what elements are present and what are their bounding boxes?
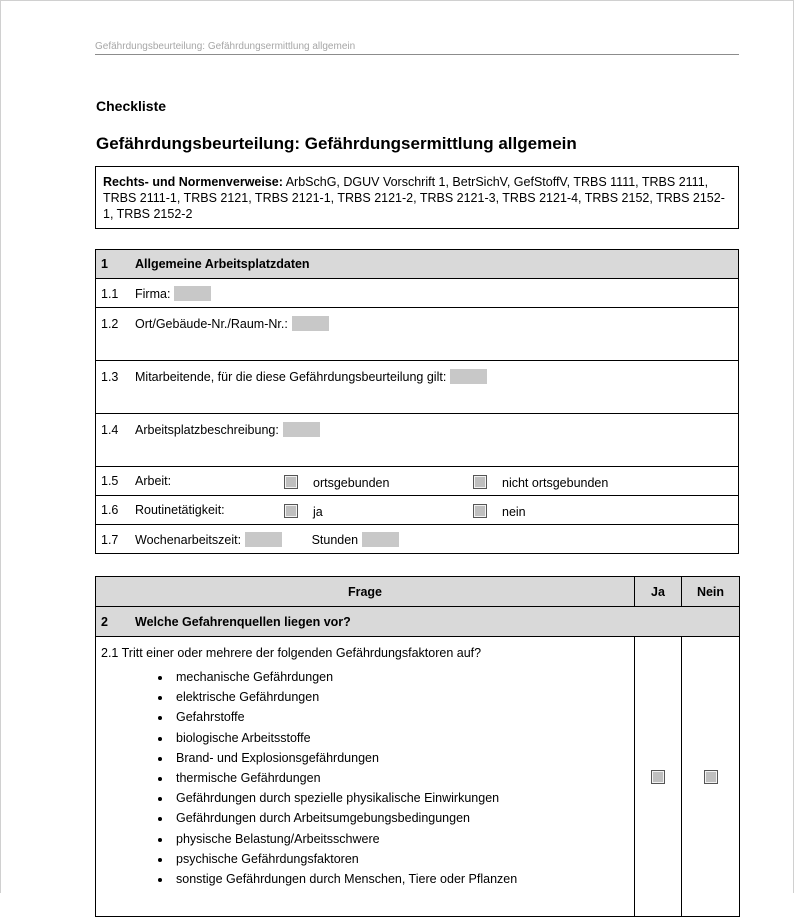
references-box bbox=[95, 166, 739, 229]
row-number: 1.3 bbox=[101, 370, 119, 384]
row-number: 1.2 bbox=[101, 317, 119, 331]
list-item: • psychische Gefährdungsfaktoren bbox=[172, 849, 634, 869]
column-header-frage: Frage bbox=[96, 577, 635, 607]
option-label: ortsgebunden bbox=[313, 476, 390, 490]
option-label: ja bbox=[313, 505, 323, 519]
hazard-factor-list bbox=[101, 667, 634, 889]
running-header: Gefährdungsbeurteilung: Gefährdungsermittlung allgemein bbox=[95, 41, 739, 55]
table-header-row bbox=[96, 577, 740, 607]
list-item: • mechanische Gefährdungen bbox=[172, 667, 634, 687]
list-item: • sonstige Gefährdungen durch Menschen, Tiere oder Pflanzen bbox=[172, 869, 634, 889]
section-number: 2 bbox=[101, 614, 108, 629]
page-title: Gefährdungsbeurteilung: Gefährdungsermittlung allgemein bbox=[96, 134, 577, 153]
list-item: • Brand- und Explosionsgefährdungen bbox=[172, 748, 634, 768]
table-row bbox=[96, 467, 739, 496]
field-label: Ort/Gebäude-Nr./Raum-Nr.: bbox=[135, 317, 288, 331]
workplace-description-field[interactable] bbox=[283, 422, 320, 437]
list-item: • thermische Gefährdungen bbox=[172, 768, 634, 788]
option-label: nicht ortsgebunden bbox=[502, 476, 609, 490]
field-label: Arbeit: bbox=[135, 474, 172, 488]
table-row bbox=[96, 414, 739, 467]
option-label: nein bbox=[502, 505, 526, 519]
section-title: Allgemeine Arbeitsplatzdaten bbox=[135, 257, 310, 271]
hours-label: Stunden bbox=[311, 532, 359, 547]
section-number: 1 bbox=[101, 257, 108, 271]
weekly-hours-field[interactable] bbox=[245, 532, 282, 547]
list-item: • Gefährdungen durch spezielle physikalische Einwirkungen bbox=[172, 788, 634, 808]
references-text: ArbSchG, DGUV Vorschrift 1, BetrSichV, GefStoffV, TRBS 1111, TRBS 2111, TRBS 2111-1, TRBS 2121, TRBS 2121-1, TRBS 2121-2, TRBS 2121-3, TRBS 2121-4, TRBS 2152, TRBS 2152-1, TRBS 2152-2 bbox=[103, 175, 725, 221]
nicht-ortsgebunden-checkbox[interactable] bbox=[473, 475, 487, 489]
row-number: 1.1 bbox=[101, 286, 119, 301]
column-header-nein: Nein bbox=[682, 577, 740, 607]
table-row bbox=[96, 308, 739, 361]
answer-yes-checkbox[interactable] bbox=[651, 770, 665, 784]
list-item: • biologische Arbeitsstoffe bbox=[172, 728, 634, 748]
row-number: 1.6 bbox=[101, 503, 119, 517]
section-title: Welche Gefahrenquellen liegen vor? bbox=[135, 614, 351, 629]
table-row bbox=[96, 525, 739, 554]
employees-field[interactable] bbox=[450, 369, 487, 384]
list-item: • Gefahrstoffe bbox=[172, 707, 634, 727]
routine-no-checkbox[interactable] bbox=[473, 504, 487, 518]
section-header bbox=[96, 607, 740, 637]
field-label: Firma: bbox=[135, 286, 171, 301]
field-label: Mitarbeitende, für die diese Gefährdungsbeurteilung gilt: bbox=[135, 370, 447, 384]
table-row bbox=[96, 279, 739, 308]
section-header bbox=[96, 250, 739, 279]
column-header-ja: Ja bbox=[635, 577, 682, 607]
document-type: Checkliste bbox=[96, 98, 167, 114]
question-row bbox=[96, 637, 740, 917]
row-number: 1.5 bbox=[101, 474, 119, 488]
hazard-questions-table bbox=[95, 576, 740, 917]
hours-field[interactable] bbox=[362, 532, 399, 547]
field-label: Wochenarbeitszeit: bbox=[135, 532, 242, 547]
references-label: Rechts- und Normenverweise: bbox=[103, 175, 283, 189]
row-number: 1.4 bbox=[101, 423, 119, 437]
routine-yes-checkbox[interactable] bbox=[284, 504, 298, 518]
company-field[interactable] bbox=[174, 286, 211, 301]
answer-no-checkbox[interactable] bbox=[704, 770, 718, 784]
list-item: • Gefährdungen durch Arbeitsumgebungsbedingungen bbox=[172, 808, 634, 828]
table-row bbox=[96, 361, 739, 414]
field-label: Arbeitsplatzbeschreibung: bbox=[135, 423, 279, 437]
table-row bbox=[96, 496, 739, 525]
location-field[interactable] bbox=[292, 316, 329, 331]
field-label: Routinetätigkeit: bbox=[135, 503, 225, 517]
workplace-data-table bbox=[95, 249, 739, 554]
ortsgebunden-checkbox[interactable] bbox=[284, 475, 298, 489]
list-item: • physische Belastung/Arbeitsschwere bbox=[172, 829, 634, 849]
question-text: 2.1 Tritt einer oder mehrere der folgenden Gefährdungsfaktoren auf? bbox=[101, 646, 482, 660]
list-item: • elektrische Gefährdungen bbox=[172, 687, 634, 707]
row-number: 1.7 bbox=[101, 532, 119, 547]
